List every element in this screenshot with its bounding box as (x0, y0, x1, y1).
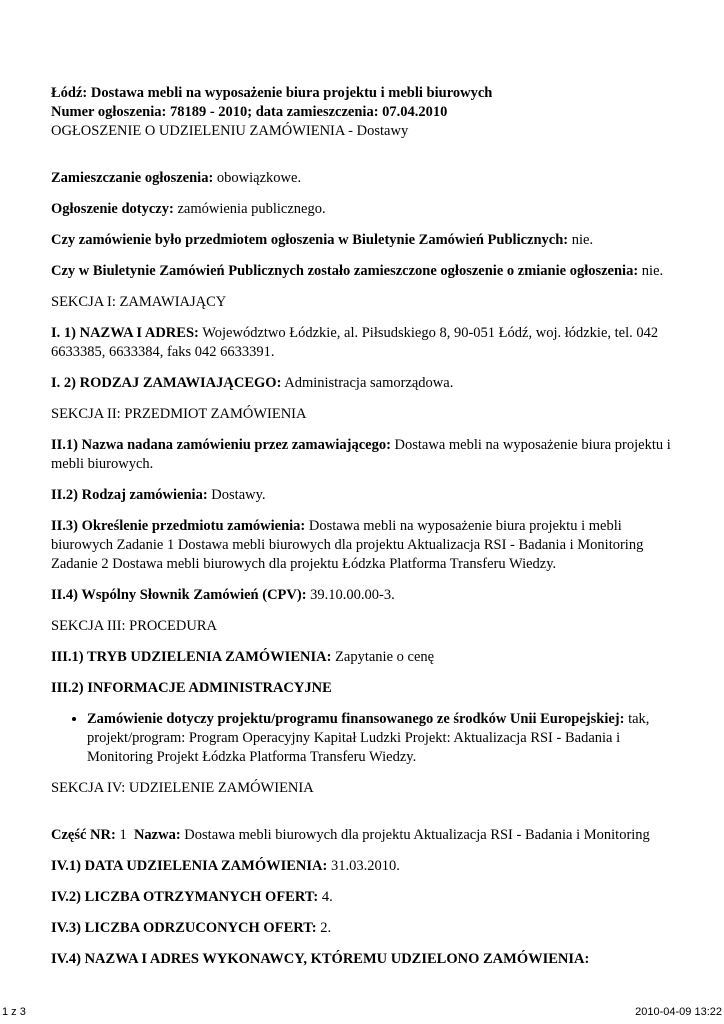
field-zmiana: Czy w Biuletynie Zamówień Publicznych zostało zamieszczone ogłoszenie o zmianie ogłoszenia: nie. (51, 263, 664, 279)
field-bzp: Czy zamówienie było przedmiotem ogłoszenia w Biuletynie Zamówień Publicznych: nie. (51, 232, 594, 248)
field-rodzaj-zamowienia: II.2) Rodzaj zamówienia: Dostawy. (51, 487, 266, 503)
notice-title: Łódź: Dostawa mebli na wyposażenie biura projektu i mebli biurowych (51, 85, 493, 101)
field-rodzaj-zamawiajacego: I. 2) RODZAJ ZAMAWIAJĄCEGO: Administracja samorządowa. (51, 375, 454, 391)
field-cpv: II.4) Wspólny Słownik Zamówień (CPV): 39.10.00.00-3. (51, 587, 395, 603)
field-nazwa-adres: I. 1) NAZWA I ADRES: Województwo Łódzkie, al. Piłsudskiego 8, 90-051 Łódź, woj. łódzkie, tel. 042 6633385, 6633384, faks 042 6633391. (51, 325, 659, 360)
page-number: 1 z 3 (2, 1006, 26, 1018)
field-dotyczy: Ogłoszenie dotyczy: zamówienia publicznego. (51, 201, 326, 217)
field-informacje-admin: III.2) INFORMACJE ADMINISTRACYJNE (51, 680, 332, 696)
section-title-2: SEKCJA II: PRZEDMIOT ZAMÓWIENIA (51, 406, 307, 422)
field-nazwa-zamowienia: II.1) Nazwa nadana zamówieniu przez zamawiającego: Dostawa mebli na wyposażenie biura projektu i mebli biurowych. (51, 437, 671, 472)
list-item: • Zamówienie dotyczy projektu/programu finansowanego ze środków Unii Europejskiej: tak, projekt/program: Program Operacyjny Kapitał Ludzki Projekt: Aktualizacja RSI - Badania i Monitoring Projekt Łódzka Platforma Transferu Wiedzy. (87, 710, 681, 767)
notice-number: Numer ogłoszenia: 78189 - 2010; data zamieszczenia: 07.04.2010 (51, 104, 448, 120)
admin-info-list (51, 710, 681, 767)
field-odrzucone-oferty: IV.3) LICZBA ODRZUCONYCH OFERT: 2. (51, 920, 332, 936)
notice-header (51, 84, 681, 141)
document-page (51, 84, 681, 969)
field-liczba-ofert: IV.2) LICZBA OTRZYMANYCH OFERT: 4. (51, 889, 333, 905)
section-title-3: SEKCJA III: PROCEDURA (51, 618, 217, 634)
field-tryb: III.1) TRYB UDZIELENIA ZAMÓWIENIA: Zapytanie o cenę (51, 649, 435, 665)
notice-type: OGŁOSZENIE O UDZIELENIU ZAMÓWIENIA - Dostawy (51, 123, 409, 139)
section-title-1: SEKCJA I: ZAMAWIAJĄCY (51, 294, 227, 310)
field-wykonawca: IV.4) NAZWA I ADRES WYKONAWCY, KTÓREMU UDZIELONO ZAMÓWIENIA: (51, 951, 590, 967)
field-przedmiot: II.3) Określenie przedmiotu zamówienia: Dostawa mebli na wyposażenie biura projektu i mebli biurowych Zadanie 1 Dostawa mebli biurowych dla projektu Aktualizacja RSI - Badania i Monitoring Zadanie 2 Dostawa mebli biurowych dla projektu Łódzka Platforma Transferu Wiedzy. (51, 518, 644, 572)
field-czesc: Część NR: 1 Nazwa: Dostawa mebli biurowych dla projektu Aktualizacja RSI - Badania i Monitoring (51, 827, 650, 843)
section-title-4: SEKCJA IV: UDZIELENIE ZAMÓWIENIA (51, 780, 314, 796)
print-datetime: 2010-04-09 13:22 (635, 1006, 722, 1018)
field-zamieszczanie: Zamieszczanie ogłoszenia: obowiązkowe. (51, 170, 302, 186)
field-data-udzielenia: IV.1) DATA UDZIELENIA ZAMÓWIENIA: 31.03.2010. (51, 858, 400, 874)
